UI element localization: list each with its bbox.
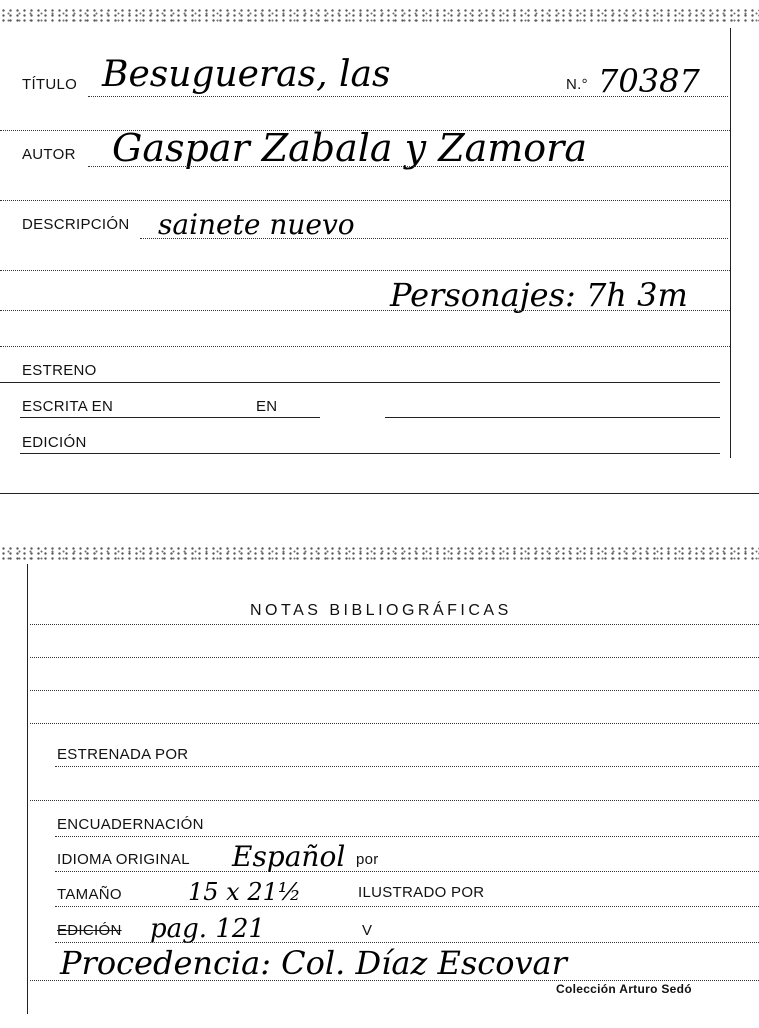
escrita-line — [20, 417, 320, 418]
procedencia-value: Procedencia: Col. Díaz Escovar — [60, 944, 567, 982]
card-left-border — [27, 564, 28, 1014]
card-top-bottom-border — [0, 493, 759, 494]
titulo-value: Besugueras, las — [102, 54, 391, 95]
rule-3 — [0, 270, 730, 271]
escrita-label: ESCRITA EN — [22, 398, 114, 415]
notas-rule-3 — [30, 690, 759, 691]
descripcion-label: DESCRIPCIÓN — [22, 216, 130, 233]
escrita-line-right — [385, 417, 720, 418]
card-bottom-edge — [0, 546, 759, 560]
titulo-label: TÍTULO — [22, 76, 78, 93]
por-label: por — [356, 851, 379, 868]
ilustrado-label: ILUSTRADO POR — [358, 884, 485, 901]
autor-label: AUTOR — [22, 146, 76, 163]
tamano-label: TAMAÑO — [57, 886, 122, 903]
descripcion-value: sainete nuevo — [158, 208, 355, 241]
estreno-label: ESTRENO — [22, 362, 97, 379]
notas-rule-2 — [30, 657, 759, 658]
edicion-value: pag. 121 — [150, 914, 265, 944]
catalog-card-bottom — [0, 540, 759, 1028]
personajes-note: Personajes: 7h 3m — [390, 276, 688, 314]
numero-value: 70387 — [598, 62, 700, 100]
edicion-line-bottom — [55, 942, 759, 943]
idioma-line — [55, 871, 759, 872]
idioma-value: Español — [232, 840, 346, 873]
card-right-border — [730, 28, 731, 458]
edicion-label: EDICIÓN — [22, 434, 87, 451]
idioma-label: IDIOMA ORIGINAL — [57, 851, 190, 868]
edicion-label-struck: EDICIÓN — [57, 922, 122, 939]
notas-rule-4 — [30, 723, 759, 724]
titulo-line — [88, 96, 728, 97]
numero-label: N.° — [566, 76, 588, 93]
v-label: V — [362, 922, 373, 939]
encuadernacion-line — [55, 836, 759, 837]
tamano-line — [55, 906, 759, 907]
tamano-value: 15 x 21½ — [188, 878, 302, 906]
notas-rule-1 — [30, 624, 759, 625]
coleccion-label: Colección Arturo Sedó — [556, 982, 692, 996]
autor-line — [88, 166, 728, 167]
procedencia-line — [30, 980, 759, 981]
estrenada-line — [55, 766, 759, 767]
estrenada-label: ESTRENADA POR — [57, 746, 189, 763]
rule-4 — [0, 310, 730, 311]
rule-5 — [0, 346, 730, 347]
catalog-card-top — [0, 0, 759, 495]
autor-value: Gaspar Zabala y Zamora — [112, 126, 587, 170]
card-top-edge — [0, 8, 759, 22]
en-label: EN — [256, 398, 278, 415]
notas-rule-5 — [30, 800, 759, 801]
estreno-line — [0, 382, 720, 383]
notas-heading: NOTAS BIBLIOGRÁFICAS — [250, 602, 512, 619]
edicion-line — [20, 453, 720, 454]
encuadernacion-label: ENCUADERNACIÓN — [57, 816, 204, 833]
descripcion-line — [140, 238, 728, 239]
rule-2 — [0, 200, 730, 201]
